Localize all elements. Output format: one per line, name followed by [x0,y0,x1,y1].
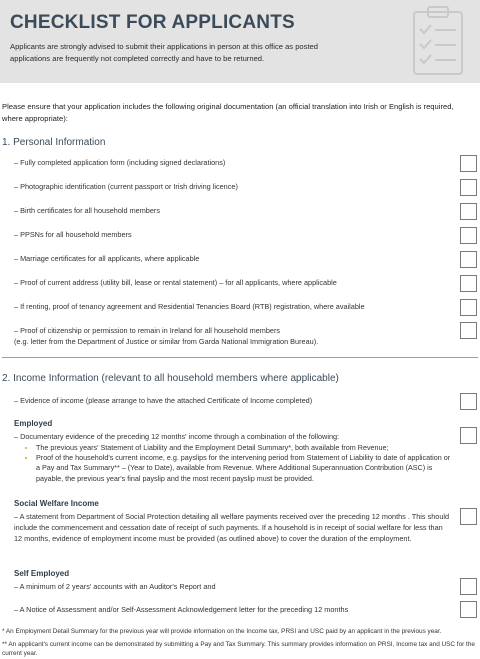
checkbox-marriage-certificates[interactable] [460,251,477,268]
subheading-self-employed: Self Employed [14,569,70,578]
section-divider [2,357,478,358]
checkbox-accounts[interactable] [460,578,477,595]
checklist-item-proof-of-address: – Proof of current address (utility bill, lease or rental statement) – for all applicants, where applicable [14,278,337,287]
section-personal-heading: 1. Personal Information [2,137,106,148]
checkbox-application-form[interactable] [460,155,477,172]
employed-intro: – Documentary evidence of the preceding 12 months' income through a combination of the following: [14,432,340,441]
checklist-item-photo-id: – Photographic identification (current passport or Irish driving licence) [14,182,238,191]
social-welfare-text: – A statement from Department of Social Protection detailing all welfare payments received over the preceding 12 months . This should include the commencement and cessation date of receipt of such payments. If a household is in receipt of social welfare for less than 12 months, evidence of employment income must be provided (as outlined above) to cover the duration of the employment. [14,512,450,544]
subheading-employed: Employed [14,419,53,428]
checkbox-notice-of-assessment[interactable] [460,601,477,618]
header-intro: Applicants are strongly advised to submit their applications in person at this office as posted applications are frequently not completed correctly and have to be returned. [10,42,318,63]
clipboard-checklist-icon [400,2,478,80]
checklist-item-notice-of-assessment: – A Notice of Assessment and/or Self-Assessment Acknowledgement letter for the preceding 12 months [14,605,349,614]
checkbox-proof-of-address[interactable] [460,275,477,292]
checkbox-employed[interactable] [460,427,477,444]
list-item: • Proof of the household's current income, e.g. payslips for the intervening period from Statement of Liability to date of application or a Pay and Tax Summary** – (Year to Date), available from Revenue. Where Additional Superannuation Contribution (ASC) is payable, the previous year's final payslip and the most recent payslip must be provided. [36,453,454,484]
checkbox-citizenship[interactable] [460,322,477,339]
checkbox-photo-id[interactable] [460,179,477,196]
employed-bullet-list [14,443,454,484]
checklist-item-accounts: – A minimum of 2 years' accounts with an Auditor's Report and [14,582,216,591]
checkbox-ppsns[interactable] [460,227,477,244]
footnote-1: * An Employment Detail Summary for the previous year will provide information on the Income tax, PRSI and USC paid by an applicant in the previous year. [2,628,442,635]
section-income-heading: 2. Income Information (relevant to all household members where applicable) [2,373,339,384]
page-title: CHECKLIST FOR APPLICANTS [10,12,295,33]
subheading-social-welfare: Social Welfare Income [14,499,99,508]
checkbox-social-welfare[interactable] [460,508,477,525]
checklist-item-ppsns: – PPSNs for all household members [14,230,132,239]
lead-paragraph: Please ensure that your application includes the following original documentation (an official translation into Irish or English is required, where appropriate): [2,102,454,123]
checkbox-tenancy-agreement[interactable] [460,299,477,316]
checklist-item-marriage-certificates: – Marriage certificates for all applicants, where applicable [14,254,200,263]
list-item: • The previous years' Statement of Liability and the Employment Detail Summary*, both available from Revenue; [36,443,454,453]
checklist-item-citizenship: – Proof of citizenship or permission to remain in Ireland for all household members (e.g. letter from the Department of Justice or similar from Garda National Immigration Bureau). [14,326,319,346]
footnote-2: ** An applicant's current income can be demonstrated by submitting a Pay and Tax Summary. This summary provides information on PRSI, Income tax and USC for the current year. [2,641,475,657]
checklist-item-evidence-of-income: – Evidence of income (please arrange to have the attached Certificate of Income completed) [14,396,313,405]
checklist-item-tenancy-agreement: – If renting, proof of tenancy agreement and Residential Tenancies Board (RTB) registration, where available [14,302,365,311]
checklist-item-application-form: – Fully completed application form (including signed declarations) [14,158,226,167]
checkbox-evidence-of-income[interactable] [460,393,477,410]
checkbox-birth-certificates[interactable] [460,203,477,220]
checklist-item-birth-certificates: – Birth certificates for all household members [14,206,161,215]
header-banner [0,0,480,83]
